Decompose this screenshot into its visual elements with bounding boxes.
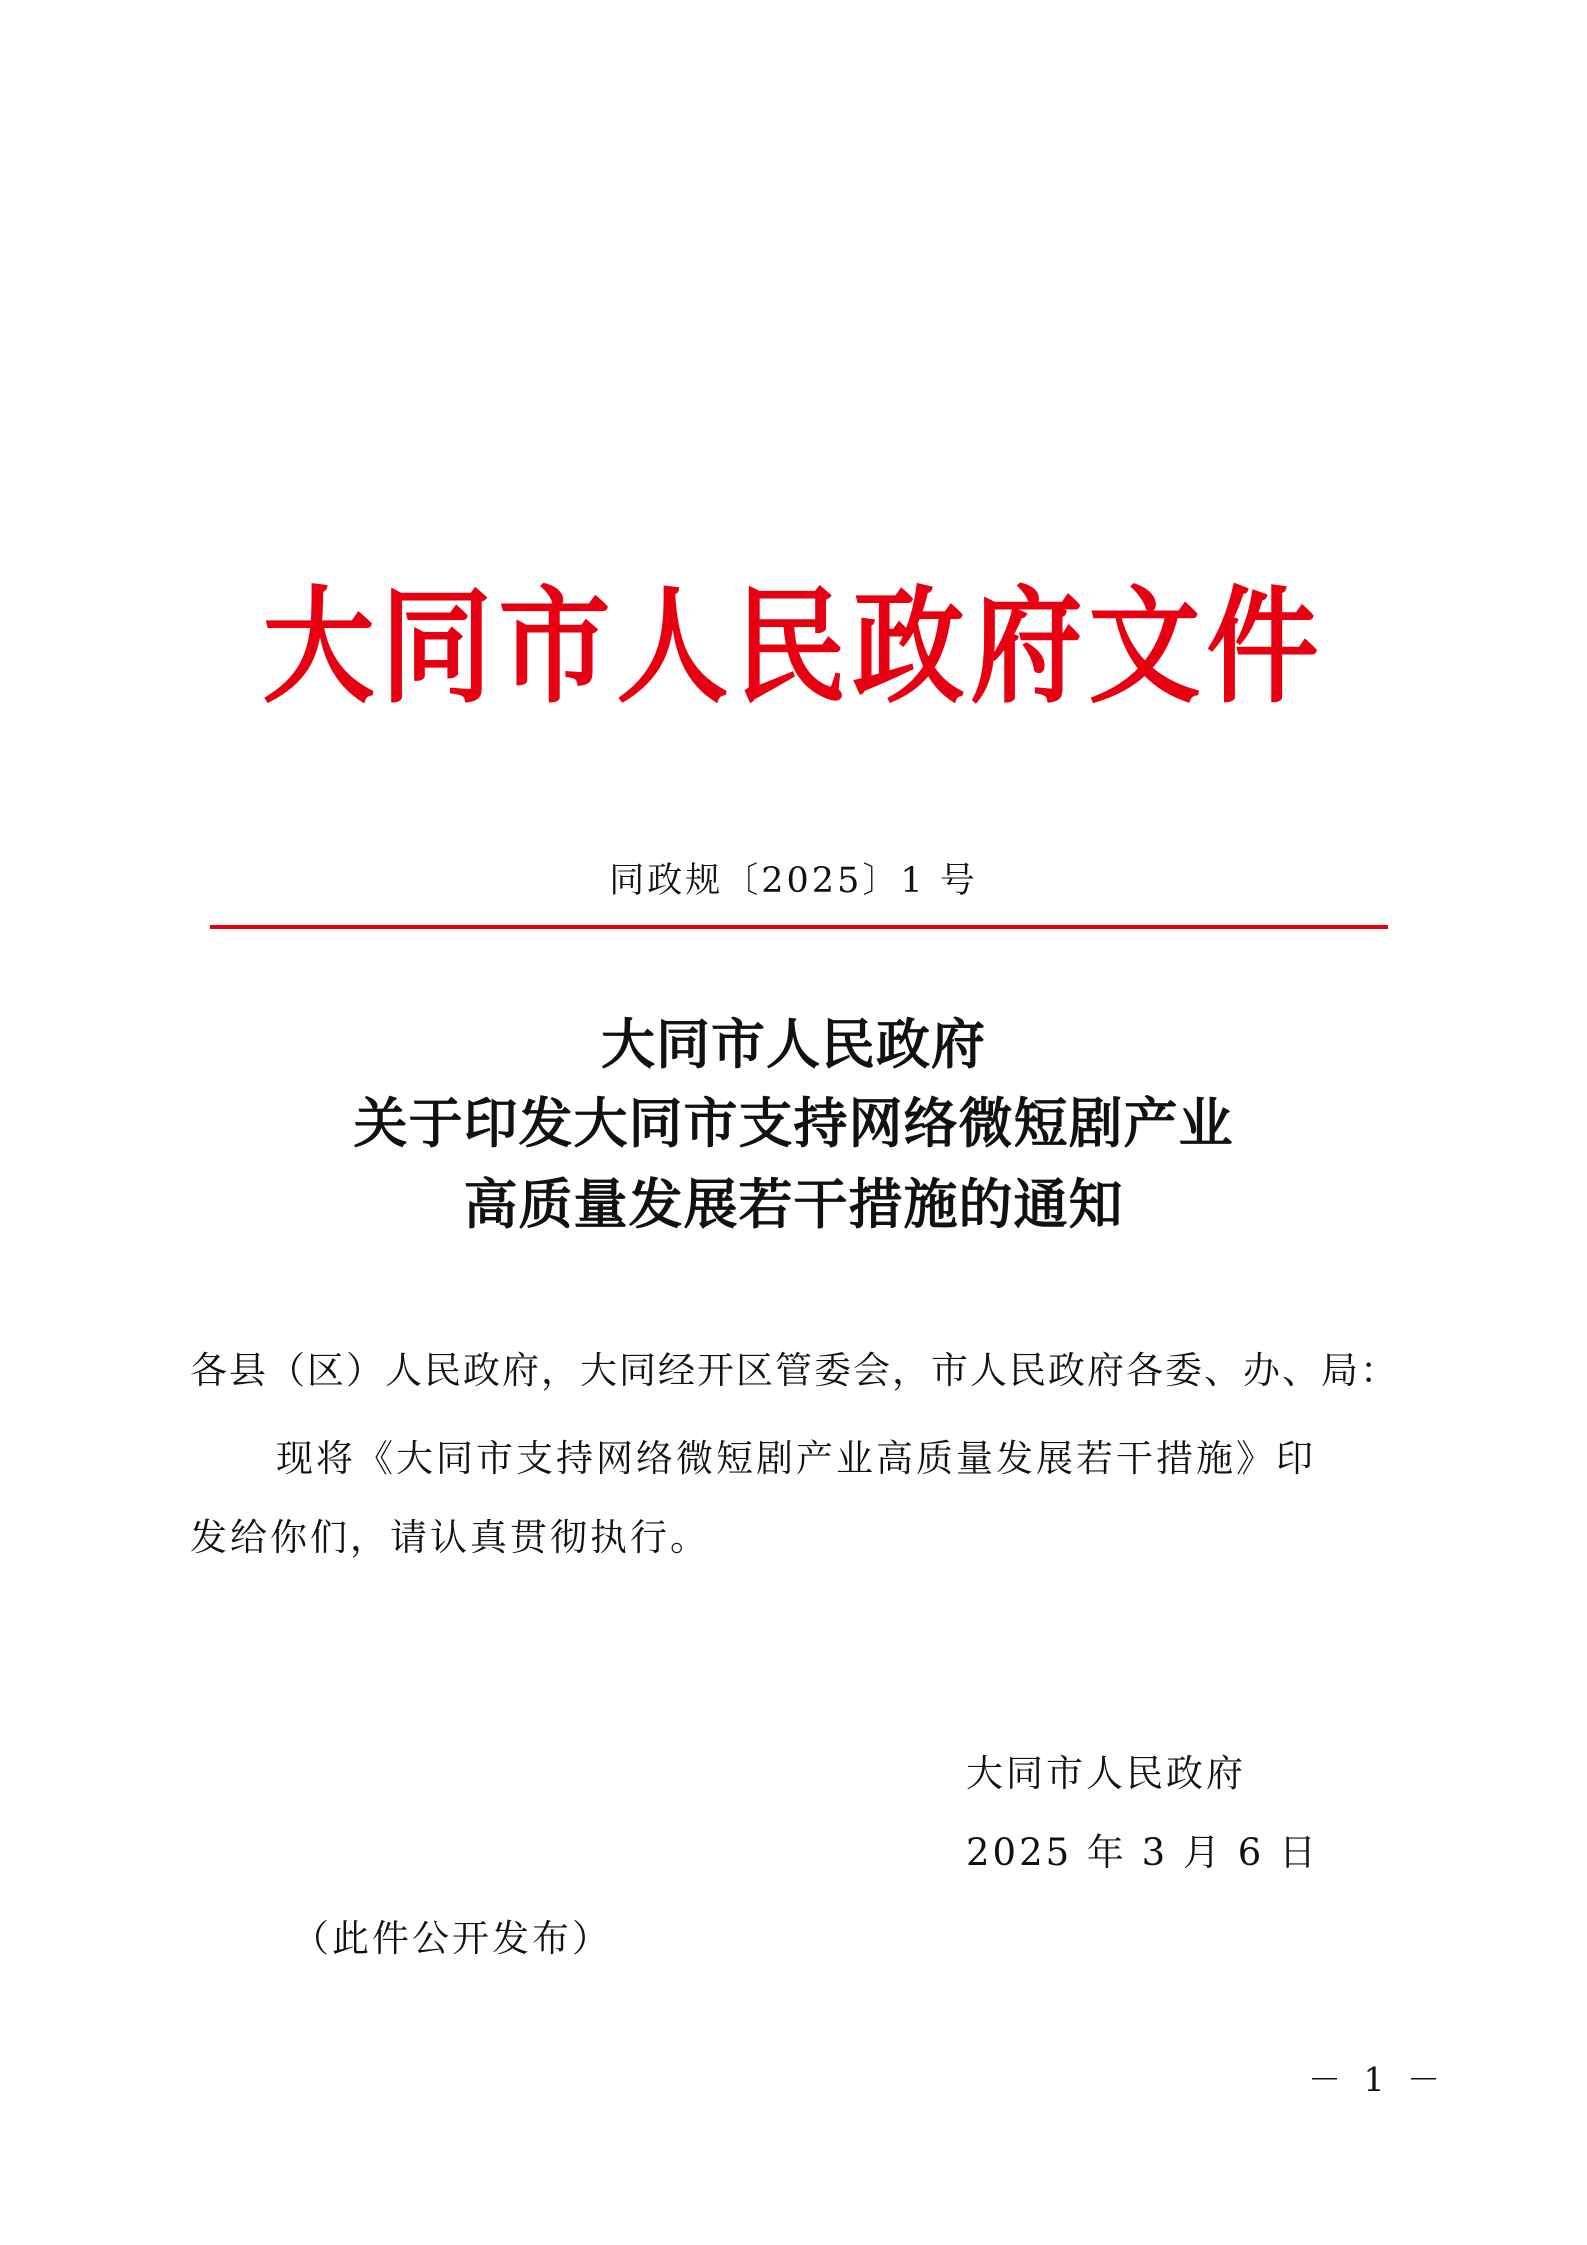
signature-date: 2025 年 3 月 6 日 — [966, 1831, 1320, 1874]
document-masthead: 大同市人民政府文件 — [262, 574, 1325, 721]
red-divider-line — [210, 925, 1388, 929]
publicity-note: （此件公开发布） — [292, 1917, 612, 1960]
signature-issuer: 大同市人民政府 — [966, 1752, 1246, 1795]
page-number: － 1 － — [1308, 2060, 1446, 2099]
document-number: 同政规〔2025〕1 号 — [609, 861, 978, 901]
body-paragraph-line-1: 现将《大同市支持网络微短剧产业高质量发展若干措施》印 — [276, 1437, 1316, 1480]
salutation: 各县（区）人民政府，大同经开区管委会，市人民政府各委、办、局： — [190, 1349, 1399, 1392]
document-title-line-2: 关于印发大同市支持网络微短剧产业 — [353, 1092, 1234, 1155]
document-title-line-3: 高质量发展若干措施的通知 — [463, 1173, 1124, 1236]
body-paragraph-line-2: 发给你们，请认真贯彻执行。 — [190, 1516, 710, 1559]
document-title-line-1: 大同市人民政府 — [601, 1013, 986, 1076]
